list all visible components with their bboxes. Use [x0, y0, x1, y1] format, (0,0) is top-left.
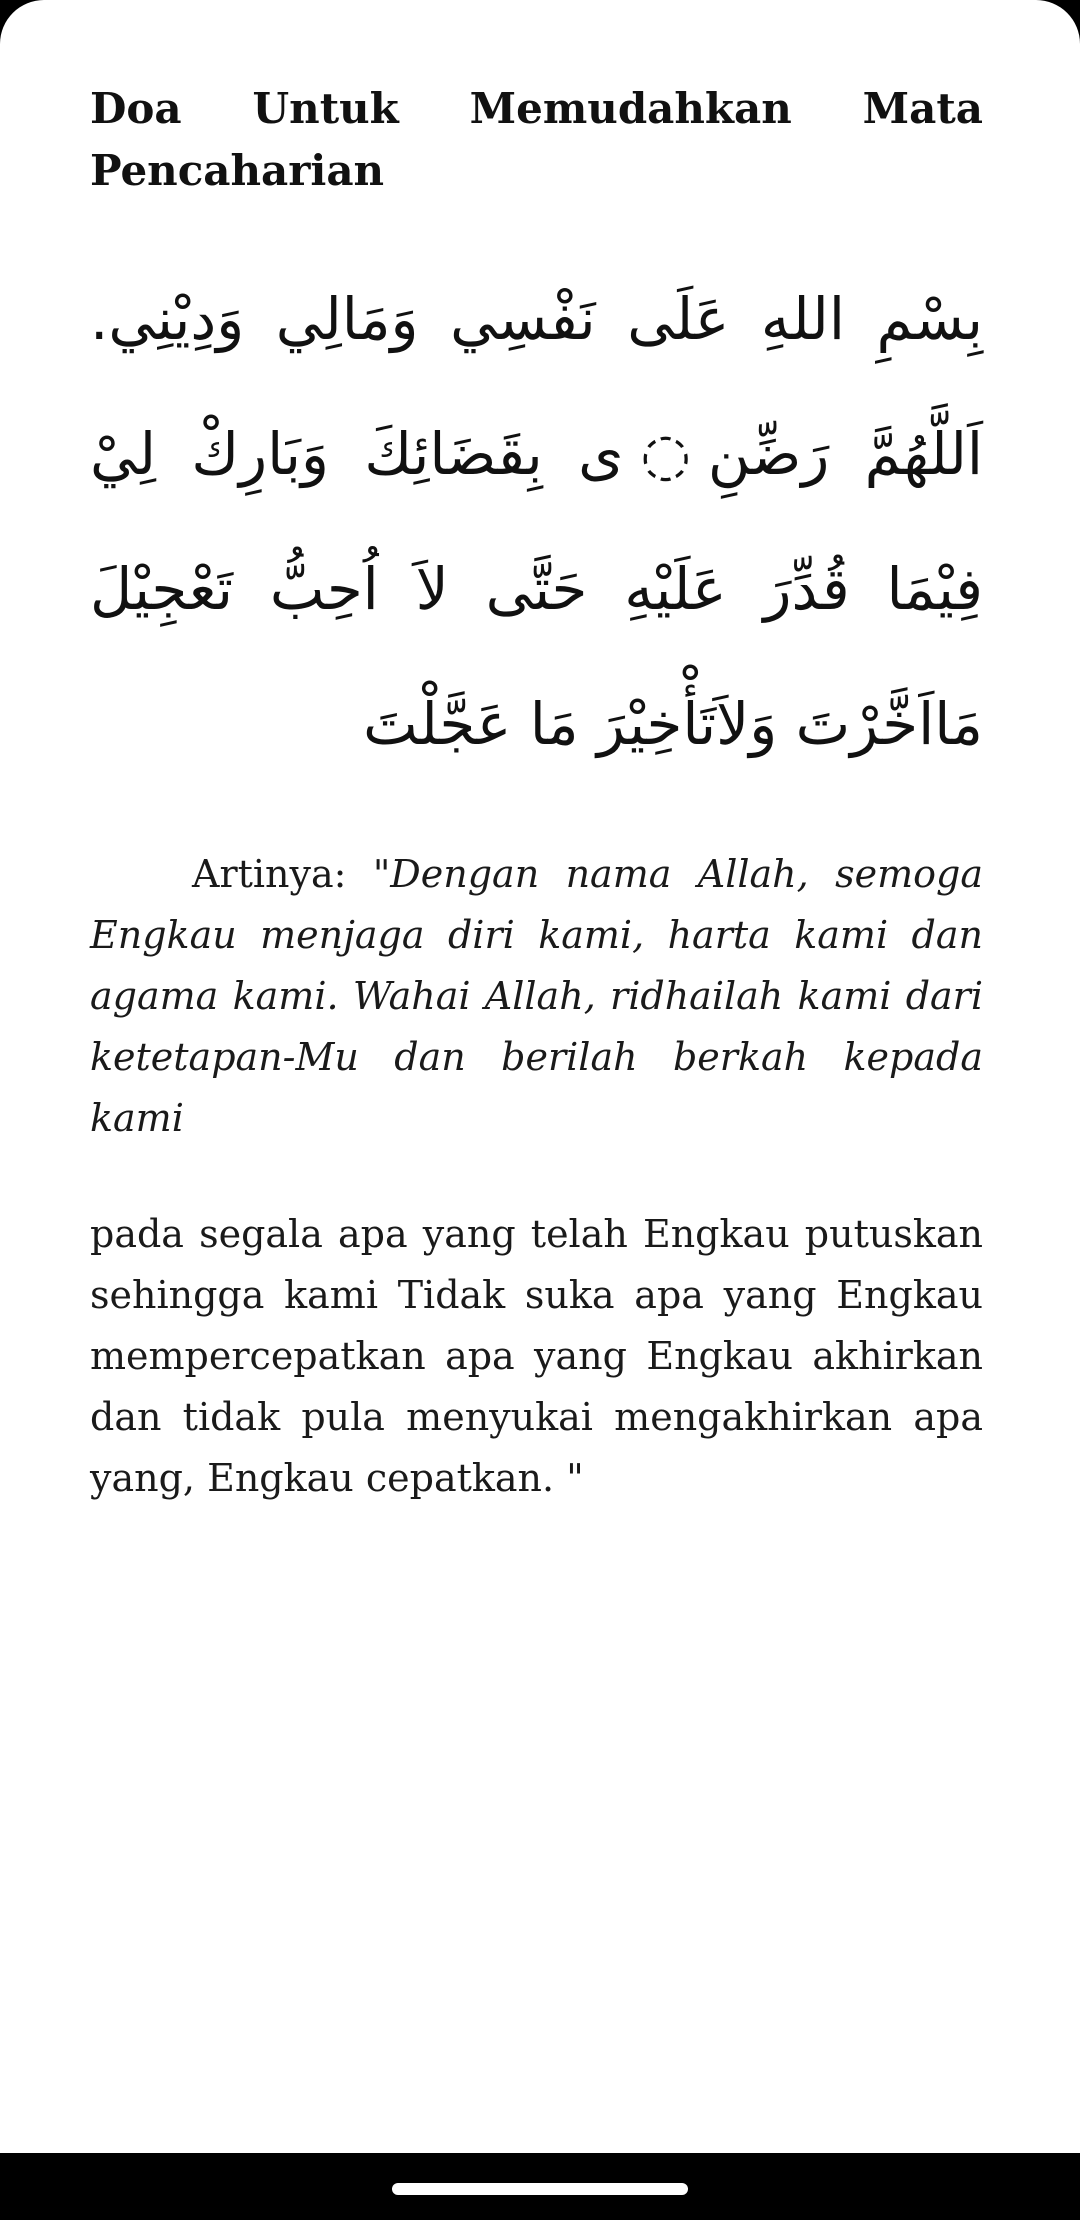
translation-label: Artinya:	[192, 852, 373, 896]
translation-text-part1: "Dengan nama Allah, semoga Engkau menjaga diri kami, harta kami dan agama kami. Wahai Allah, ridhailah kami dari ketetapan-Mu dan berilah berkah kepada kami	[90, 852, 983, 1140]
home-indicator[interactable]	[392, 2183, 688, 2195]
article-title: Doa Untuk Memudahkan Mata Pencaharian	[90, 84, 983, 195]
arabic-prayer-text: بِسْمِ اللهِ عَلَى نَفْسِي وَمَالِي وَدِيْنِي. اَللَّهُمَّ رَضِّنِ◌ى بِقَضَائِكَ وَبَارِكْ لِيْ فِيْمَا قُدِّرَ عَلَيْهِ حَتَّى لاَ اُحِبُّ تَعْجِيْلَ مَااَخَّرْتَ وَلاَتَأْخِيْرَ مَا عَجَّلْتَ	[90, 285, 983, 758]
article-content	[90, 78, 983, 1509]
system-navigation-bar	[0, 2153, 1080, 2220]
translation-text-part2: pada segala apa yang telah Engkau putuskan sehingga kami Tidak suka apa yang Engkau mempercepatkan apa yang Engkau akhirkan dan tidak pula menyukai mengakhirkan apa yang, Engkau cepatkan. "	[90, 1212, 983, 1500]
translation-paragraph	[90, 844, 983, 1149]
